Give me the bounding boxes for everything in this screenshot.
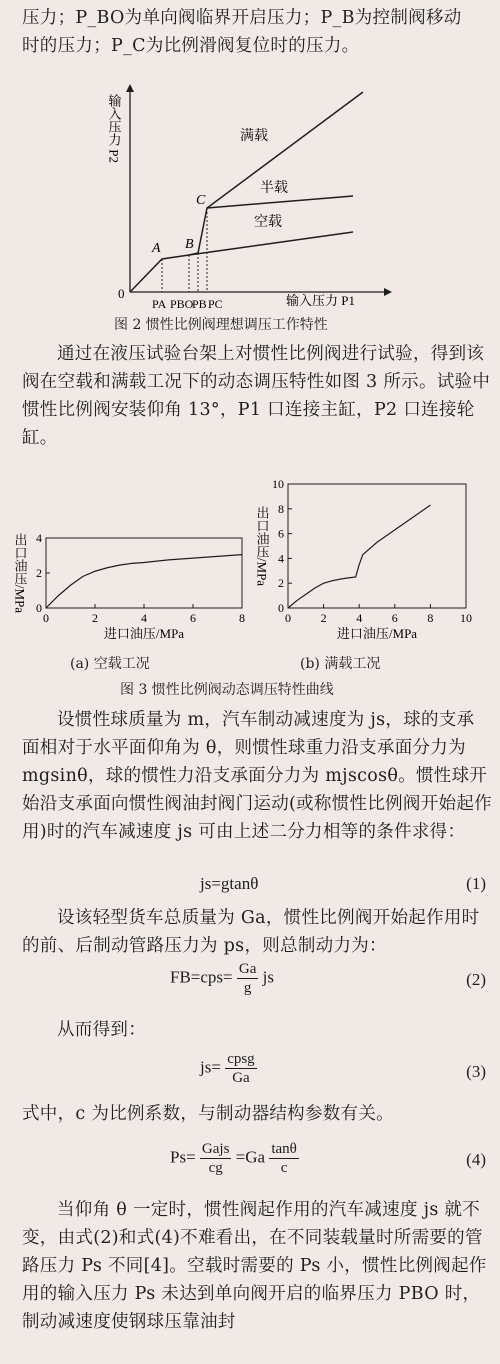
eq4-frac1-num: Gajs	[201, 1141, 230, 1157]
fig2-tick-pbo: PBO	[170, 297, 194, 311]
eq2-frac-num: Ga	[238, 961, 257, 977]
fig3b-xtick-label: 10	[460, 611, 472, 625]
fig2-point-b: B	[185, 237, 194, 252]
fig3b-xtick-label: 6	[391, 611, 398, 625]
fig3b-frame	[288, 484, 466, 608]
fig2-tick-pa: PA	[152, 297, 167, 311]
equation-2-number: (2)	[466, 970, 486, 989]
equation-4-number: (4)	[466, 1150, 486, 1169]
eq3-frac-den: Ga	[232, 1070, 250, 1086]
fig2-ylabel: 输入压力 P2	[106, 94, 122, 163]
fig2-point-c: C	[196, 193, 206, 208]
top-line-1: 压力；P_BO为单向阀临界开启压力；P_B为控制阀移动	[22, 8, 462, 28]
fig3a-xtick-label: 4	[141, 611, 147, 625]
fig3b-ytick-label: 10	[272, 477, 284, 491]
fig3a-xtick-label: 0	[43, 611, 49, 625]
fig3a-ytick-label: 0	[36, 601, 42, 615]
eq3-fraction	[225, 1050, 257, 1087]
paragraph-1: 通过在液压试验台架上对惯性比例阀进行试验，得到该阀在空载和满载工况下的动态调压特性如图 3 所示。试验中惯性比例阀安装仰角 13°，P1 口连接主缸，P2 口连接轮缸。	[22, 344, 491, 448]
fig3b-series-line	[288, 505, 430, 608]
fig3b-ytick-label: 6	[278, 526, 284, 541]
fig3a-xtick-label: 6	[190, 611, 196, 625]
figure-2	[100, 76, 400, 316]
eq4-lhs: Ps=	[170, 1147, 196, 1167]
fig3a-frame	[46, 538, 242, 608]
paragraph-4: 从而得到：	[57, 1020, 146, 1040]
paragraph-3: 设该轻型货车总质量为 Ga，惯性比例阀开始起作用时的前、后制动管路压力为 ps，则总制动力为：	[22, 908, 480, 956]
fig3b-xtick-label: 0	[285, 611, 291, 625]
fig2-xlabel: 输入压力 P1	[286, 293, 355, 308]
fig3b-ytick-label: 0	[278, 601, 284, 615]
eq4-fraction-2	[269, 1140, 299, 1177]
equation-2	[170, 960, 274, 997]
paragraph-5: 式中，c 为比例系数，与制动器结构参数有关。	[22, 1104, 394, 1124]
eq4-frac2-den: c	[280, 1160, 288, 1176]
fig3b-ytick-label: 8	[278, 501, 284, 516]
fig2-tick-pb: PB	[192, 297, 207, 311]
fig2-curve-half	[207, 196, 353, 208]
eq4-frac1-den: cg	[208, 1160, 223, 1176]
fig3b-ylabel: 出口油压/MPa	[254, 505, 270, 587]
fig2-curve-base	[130, 253, 198, 292]
fig2-origin: 0	[118, 286, 125, 301]
fig2-label-empty: 空载	[254, 215, 282, 230]
eq2-rhs: js	[262, 967, 274, 987]
fig2-label-full: 满载	[240, 129, 268, 144]
eq3-frac-num: cpsg	[227, 1051, 255, 1067]
paragraph-2: 设惯性球质量为 m，汽车制动减速度为 js，球的支承面相对于水平面仰角为 θ，则惯性球重力沿支承面分力为 mgsinθ，球的惯性力沿支承面分力为 mjscosθ。惯性球开始沿支承面向惯性阀油封阀门运动(或称惯性比例阀开始起作用)时的汽车减速度 js 可由上述二分力相等的条件求得：	[22, 710, 492, 842]
equation-3	[200, 1050, 257, 1087]
fig2-tick-pc: PC	[208, 297, 223, 311]
fig3b-xtick-label: 8	[427, 611, 434, 625]
fig3b-ytick-label: 2	[278, 576, 284, 591]
eq4-fraction-1	[200, 1140, 232, 1177]
equation-4	[170, 1140, 299, 1177]
equation-3-number: (3)	[466, 1062, 486, 1081]
fig3b-sublabel: (b) 满载工况	[300, 656, 381, 672]
top-line-2: 时的压力；P_C为比例滑阀复位时的压力。	[22, 36, 360, 56]
fig3a-series-line	[46, 555, 242, 608]
fig2-label-half: 半载	[260, 181, 288, 196]
fig2-curve-empty	[189, 232, 353, 255]
fig3b-xtick-label: 4	[356, 611, 363, 625]
fig3a-xtick-label: 2	[92, 611, 98, 625]
figure-3b-chart	[248, 476, 478, 650]
paragraph-6: 当仰角 θ 一定时，惯性阀起作用的汽车减速度 js 就不变，由式(2)和式(4)不难看出，在不同装载量时所需要的管路压力 Ps 不同[4]。空载时需要的 Ps 小，惯性比例阀起作用的输入压力 Ps 未达到单向阀开启的临界压力 PBO 时，制动减速度使钢球压靠油封	[22, 1200, 487, 1332]
fig3b-ytick-label: 4	[278, 551, 284, 566]
fig2-point-a: A	[152, 241, 161, 256]
eq3-lhs: js=	[200, 1057, 221, 1077]
fig3a-xtick-label: 8	[239, 611, 245, 625]
eq4-mid: =Ga	[235, 1147, 266, 1167]
top-paragraph	[22, 4, 492, 60]
equation-1-number: (1)	[466, 874, 486, 893]
fig3b-xlabel: 进口油压/MPa	[336, 626, 418, 641]
fig3-caption: 图 3 惯性比例阀动态调压特性曲线	[120, 682, 334, 698]
eq2-fraction	[237, 960, 259, 997]
fig3a-ytick-label: 4	[36, 531, 42, 545]
fig2-caption: 图 2 惯性比例阀理想调压工作特性	[114, 317, 328, 333]
eq2-frac-den: g	[243, 980, 252, 996]
fig3b-xtick-label: 2	[320, 611, 327, 625]
fig3a-xlabel: 进口油压/MPa	[103, 626, 185, 641]
fig3a-sublabel: (a) 空载工况	[70, 656, 150, 672]
fig3a-ylabel: 出口油压/MPa	[12, 532, 28, 614]
fig3a-ytick-label: 2	[36, 566, 42, 580]
eq4-frac2-num: tanθ	[271, 1141, 297, 1157]
equation-1: js=gtanθ	[200, 874, 259, 893]
eq2-lhs: FB=cps=	[170, 967, 233, 987]
figure-3a-chart	[8, 520, 248, 650]
